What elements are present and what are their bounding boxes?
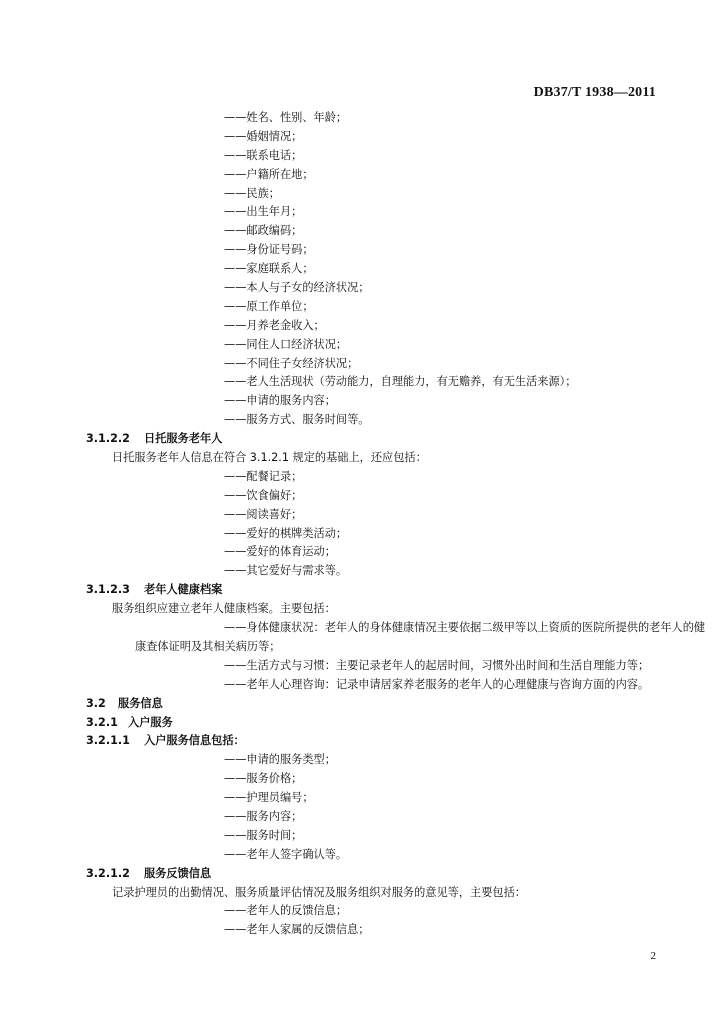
section-heading	[0, 695, 724, 714]
line-text: ——家庭联系人；	[224, 262, 314, 276]
list-item	[112, 392, 724, 411]
line-text: ——配餐记录；	[224, 469, 303, 483]
line-text: ——邮政编码；	[224, 224, 303, 238]
line-text: ——民族；	[224, 186, 280, 200]
list-item	[112, 109, 724, 128]
paragraph	[0, 449, 724, 468]
line-text: ——老年人签字确认等。	[224, 847, 348, 861]
section-title: 服务信息	[118, 696, 163, 710]
section-heading	[0, 865, 724, 884]
list-item	[112, 902, 724, 921]
section-number: 3.2	[86, 696, 106, 710]
line-text: ——老年人心理咨询：记录申请居家养老服务的老年人的心理健康与咨询方面的内容。	[224, 677, 650, 691]
list-item-continuation	[0, 638, 724, 657]
line-text: ——老年人家属的反馈信息；	[224, 923, 370, 937]
line-text: ——生活方式与习惯：主要记录老年人的起居时间，习惯外出时间和生活自理能力等；	[224, 658, 650, 672]
section-number: 3.2.1.2	[86, 866, 130, 880]
list-item	[112, 487, 724, 506]
section-heading	[0, 714, 724, 733]
list-item	[112, 279, 724, 298]
line-text: ——其它爱好与需求等。	[224, 564, 348, 578]
list-item	[112, 921, 724, 940]
list-item	[112, 203, 724, 222]
line-text: ——身份证号码；	[224, 243, 314, 257]
section-number: 3.2.1	[86, 715, 118, 729]
list-item	[112, 411, 724, 430]
section-heading	[0, 430, 724, 449]
line-text: ——户籍所在地；	[224, 167, 314, 181]
line-text: ——出生年月；	[224, 205, 303, 219]
line-text: ——服务价格；	[224, 772, 303, 786]
line-text: ——婚姻情况；	[224, 129, 303, 143]
list-item	[112, 373, 724, 392]
list-item	[112, 657, 724, 676]
line-text: ——同住人口经济状况；	[224, 337, 348, 351]
list-item	[112, 619, 724, 638]
list-item	[112, 676, 724, 695]
page-number: 2	[650, 950, 656, 962]
section-number: 3.1.2.2	[86, 432, 130, 446]
paragraph	[0, 884, 724, 903]
list-item	[112, 222, 724, 241]
line-text: ——服务时间；	[224, 828, 303, 842]
line-text: ——服务方式、服务时间等。	[224, 413, 370, 427]
list-item	[112, 468, 724, 487]
list-item	[112, 336, 724, 355]
list-item	[112, 241, 724, 260]
line-text: ——姓名、性别、年龄；	[224, 111, 348, 124]
line-text: ——联系电话；	[224, 148, 303, 162]
line-text: 康查体证明及其相关病历等；	[135, 639, 281, 653]
list-item	[112, 317, 724, 336]
list-item	[112, 166, 724, 185]
line-text: ——饮食偏好；	[224, 488, 303, 502]
section-title: 入户服务信息包括：	[144, 734, 245, 748]
list-item	[112, 128, 724, 147]
list-item	[112, 770, 724, 789]
section-heading	[0, 581, 724, 600]
list-item	[112, 525, 724, 544]
line-text: ——护理员编号；	[224, 791, 314, 805]
line-text: ——原工作单位；	[224, 299, 314, 313]
document-code: DB37/T 1938—2011	[533, 85, 656, 100]
paragraph	[0, 600, 724, 619]
line-text: ——不同住子女经济状况；	[224, 356, 359, 370]
list-item	[112, 298, 724, 317]
list-item	[112, 506, 724, 525]
line-text: ——月养老金收入；	[224, 318, 325, 332]
list-item	[112, 789, 724, 808]
line-text: ——申请的服务内容；	[224, 394, 336, 408]
line-text: 日托服务老年人信息在符合 3.1.2.1 规定的基础上，还应包括：	[112, 451, 427, 465]
list-item	[112, 562, 724, 581]
line-text: ——申请的服务类型；	[224, 753, 336, 767]
line-text: ——老人生活现状（劳动能力，自理能力，有无赡养，有无生活来源）；	[224, 375, 577, 389]
document-body	[0, 109, 724, 940]
list-item	[112, 808, 724, 827]
section-title: 入户服务	[128, 715, 173, 729]
line-text: ——服务内容；	[224, 809, 303, 823]
list-item	[112, 543, 724, 562]
list-item	[112, 147, 724, 166]
line-text: ——阅读喜好；	[224, 507, 303, 521]
section-title: 日托服务老年人	[144, 432, 223, 446]
line-text: ——身体健康状况：老年人的身体健康情况主要依据二级甲等以上资质的医院所提供的老年人的健	[224, 621, 706, 635]
section-number: 3.1.2.3	[86, 583, 130, 597]
line-text: ——爱好的棋牌类活动；	[224, 526, 348, 540]
section-heading	[0, 732, 724, 751]
list-item	[112, 355, 724, 374]
line-text: ——老年人的反馈信息；	[224, 904, 348, 918]
line-text: 服务组织应建立老年人健康档案。主要包括：	[112, 602, 336, 616]
list-item	[112, 260, 724, 279]
line-text: ——爱好的体育运动；	[224, 545, 336, 559]
line-text: ——本人与子女的经济状况；	[224, 281, 370, 295]
section-title: 老年人健康档案	[144, 583, 223, 597]
section-number: 3.2.1.1	[86, 734, 130, 748]
list-item	[112, 827, 724, 846]
list-item	[112, 751, 724, 770]
line-text: 记录护理员的出勤情况、服务质量评估情况及服务组织对服务的意见等，主要包括：	[112, 885, 526, 899]
section-title: 服务反馈信息	[144, 866, 212, 880]
list-item	[112, 185, 724, 204]
list-item	[112, 846, 724, 865]
